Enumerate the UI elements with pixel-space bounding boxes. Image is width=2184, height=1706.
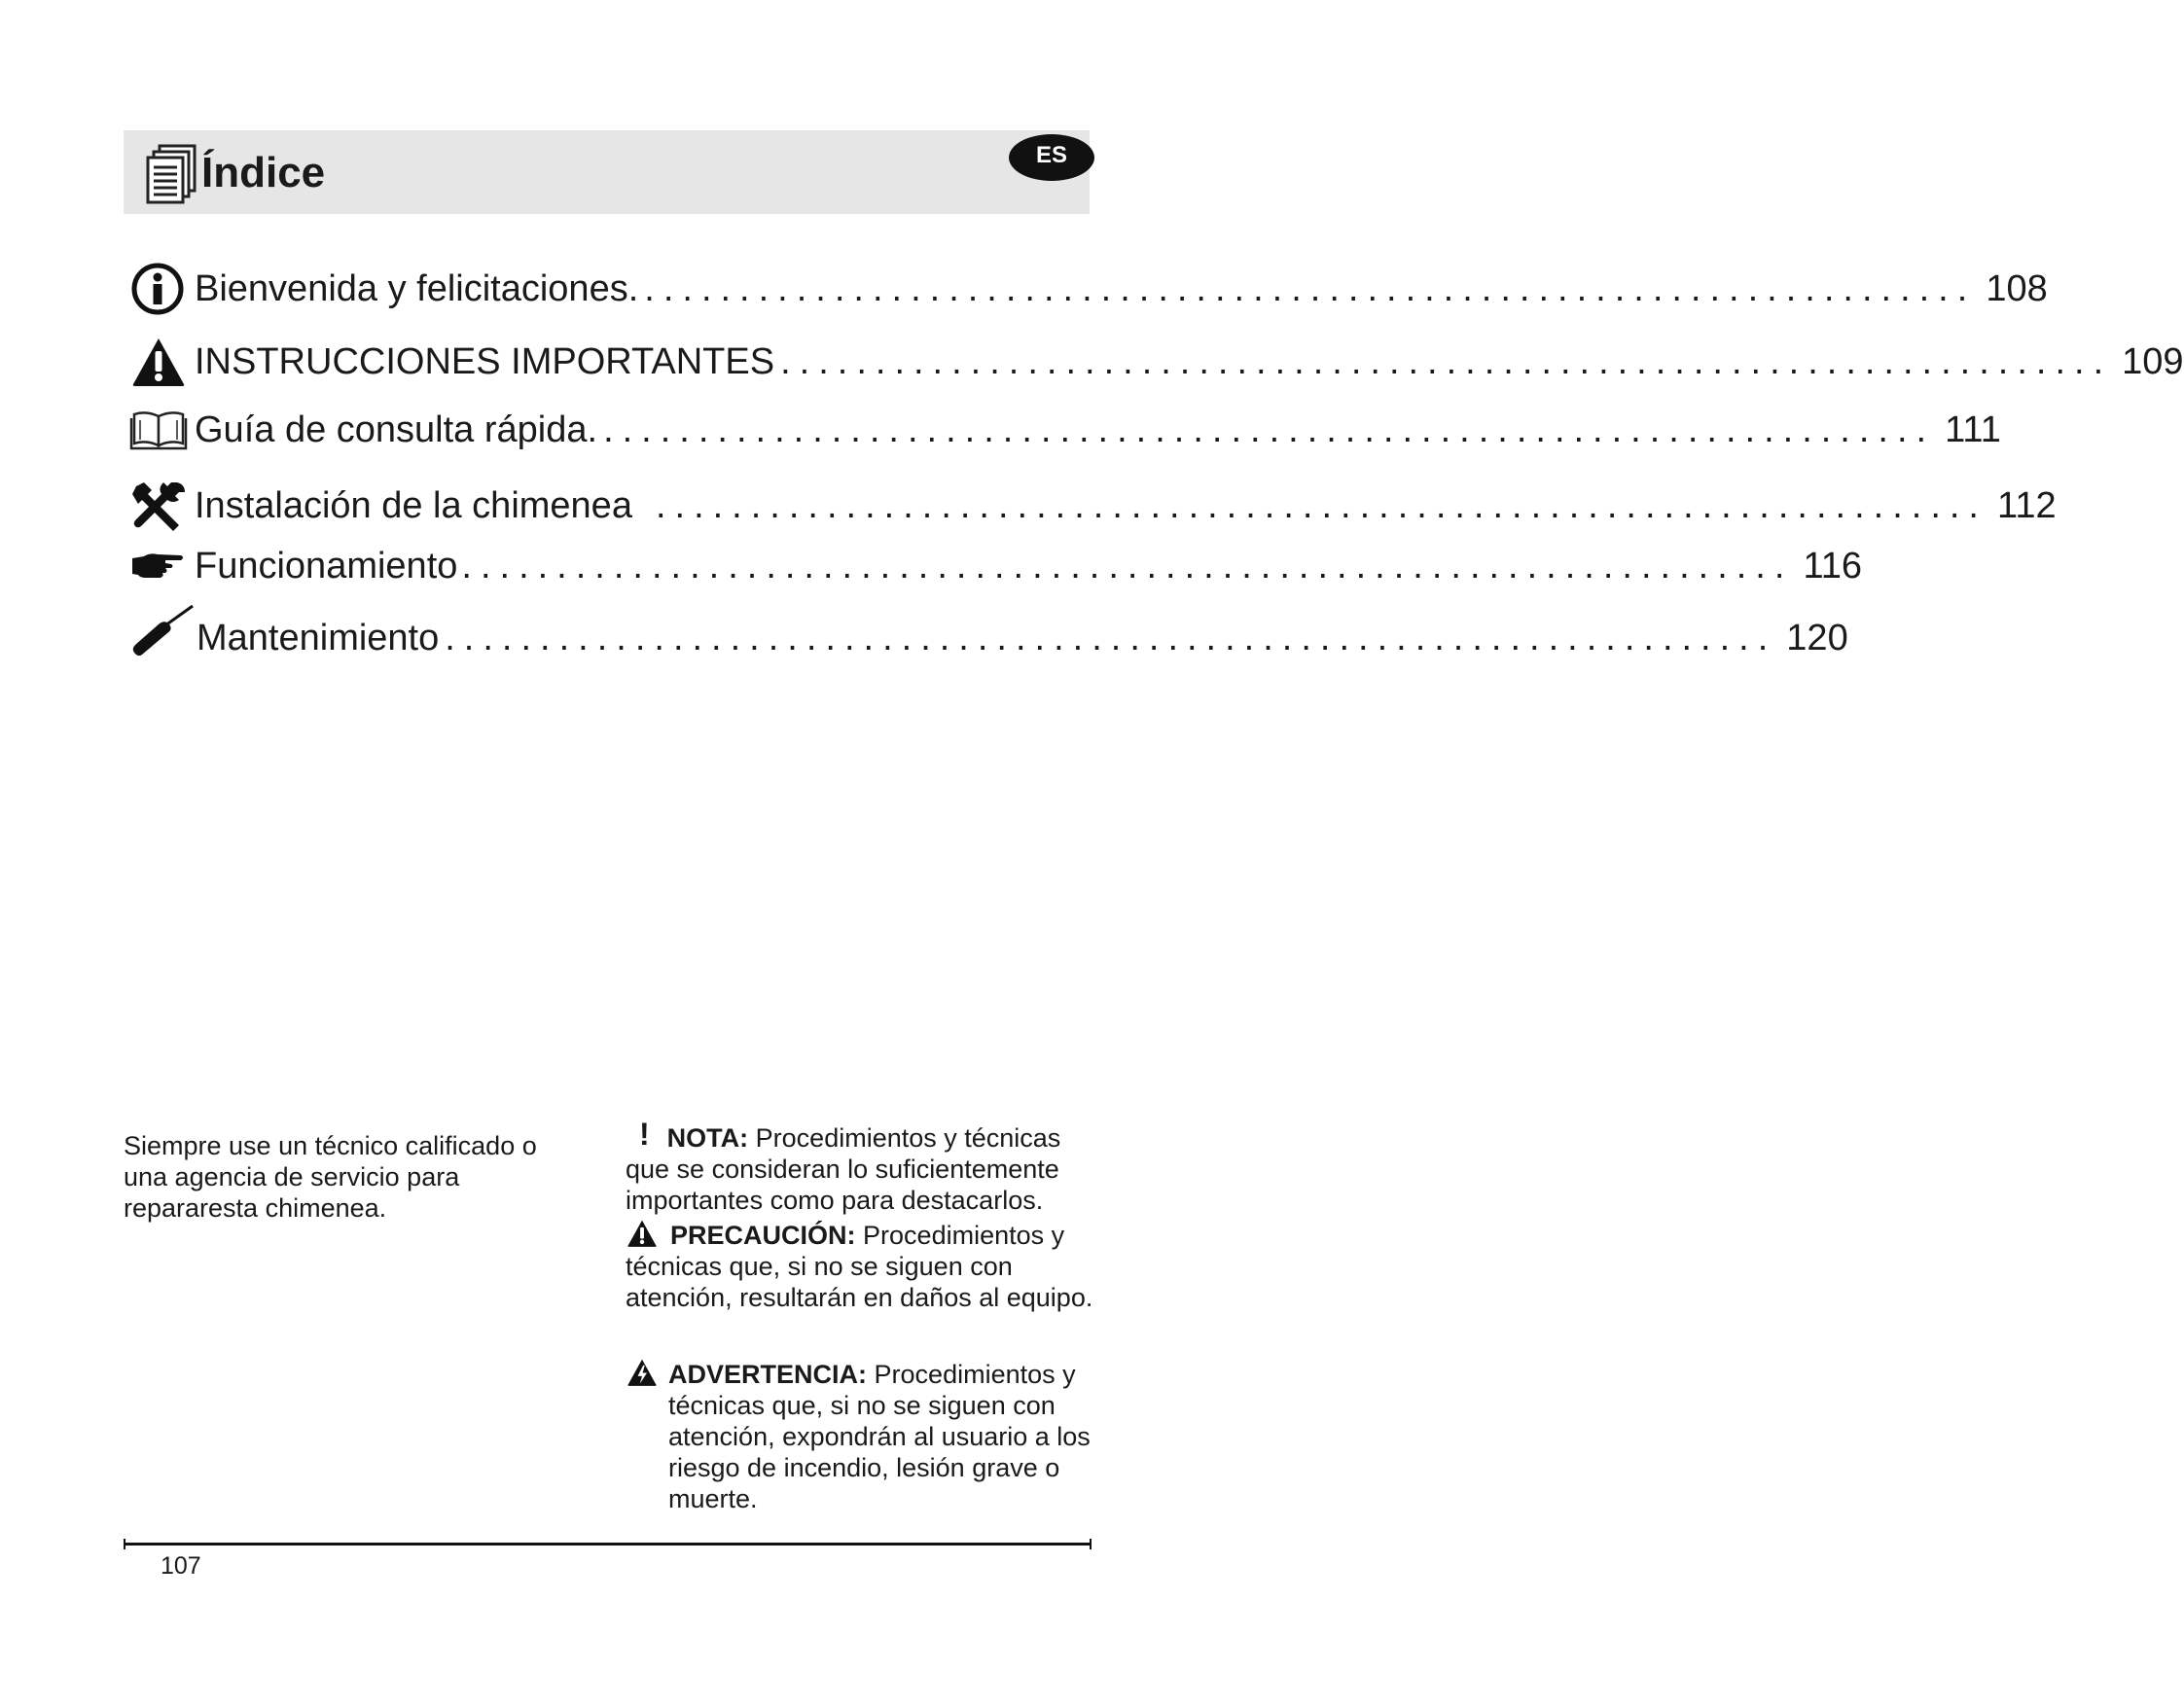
toc-leader-dots: ......................................................................: [655, 484, 1987, 526]
toc-leader-dots: ......................................................................: [445, 617, 1777, 658]
nota-label: NOTA:: [666, 1123, 749, 1153]
toc-page-number: 109: [2122, 340, 2184, 382]
warning-icon: [626, 1219, 659, 1248]
toc-leader-dots: ......................................................................: [603, 409, 1936, 450]
toc-title: Mantenimiento: [197, 617, 440, 658]
toc-entry-guia[interactable]: [130, 401, 2001, 459]
screwdriver-icon: [130, 604, 195, 658]
toc-page-number: 116: [1803, 545, 1863, 586]
legend-advertencia: [626, 1358, 1102, 1514]
documents-icon: [146, 144, 198, 206]
toc-title: INSTRUCCIONES IMPORTANTES: [195, 340, 775, 382]
tools-icon: [130, 479, 187, 533]
pointing-hand-icon: [130, 551, 185, 582]
toc-leader-dots: ......................................................................: [780, 340, 2113, 382]
toc-title: Guía de consulta rápida.: [195, 409, 598, 450]
language-badge: ES: [1009, 134, 1094, 181]
toc-page-number: 111: [1945, 409, 2001, 450]
service-note: Siempre use un técnico calificado o una agencia de servicio para repararesta chimenea.: [124, 1131, 537, 1223]
toc-page-number: 120: [1786, 617, 1848, 658]
advertencia-label: ADVERTENCIA:: [668, 1360, 868, 1389]
toc-leader-dots: ......................................................................: [461, 545, 1794, 586]
toc-title: Bienvenida y felicitaciones.: [195, 267, 639, 309]
page-number: 107: [161, 1552, 201, 1580]
nota-text: Procedimientos y técnicas que se consideran lo suficientemente importantes como para destacarlos.: [626, 1123, 1061, 1215]
toc-entry-funcionamiento[interactable]: [130, 537, 1863, 595]
toc-entry-instalacion[interactable]: [130, 477, 2057, 535]
footer-rule-end: [1090, 1539, 1092, 1549]
info-icon: [130, 262, 185, 316]
exclamation-icon: !: [639, 1117, 650, 1152]
toc-entry-bienvenida[interactable]: [130, 260, 2048, 318]
precaucion-text: Procedimientos y técnicas que, si no se siguen con atención, resultarán en daños al equipo.: [626, 1221, 1093, 1312]
page-title: Índice: [201, 149, 326, 196]
toc-page-number: 112: [1997, 484, 2057, 526]
legend-precaucion: [626, 1219, 1102, 1313]
book-icon: [130, 409, 187, 451]
warning-icon: [130, 336, 187, 388]
footer-rule-end: [124, 1539, 125, 1549]
toc-entry-mantenimiento[interactable]: [130, 609, 1848, 667]
precaucion-label: PRECAUCIÓN:: [670, 1221, 856, 1250]
toc-title: Funcionamiento: [195, 545, 458, 586]
legend-nota: [626, 1119, 1102, 1216]
toc-leader-dots: ......................................................................: [644, 267, 1977, 309]
advertencia-text: Procedimientos y técnicas que, si no se siguen con atención, expondrán al usuario a los riesgo de incendio, lesión grave o muerte.: [668, 1360, 1091, 1513]
electric-warning-icon: [626, 1358, 659, 1387]
footer-rule: [124, 1543, 1092, 1546]
toc-entry-instrucciones[interactable]: [130, 333, 2184, 391]
toc-title: Instalación de la chimenea: [195, 484, 632, 526]
toc-page-number: 108: [1986, 267, 2048, 309]
